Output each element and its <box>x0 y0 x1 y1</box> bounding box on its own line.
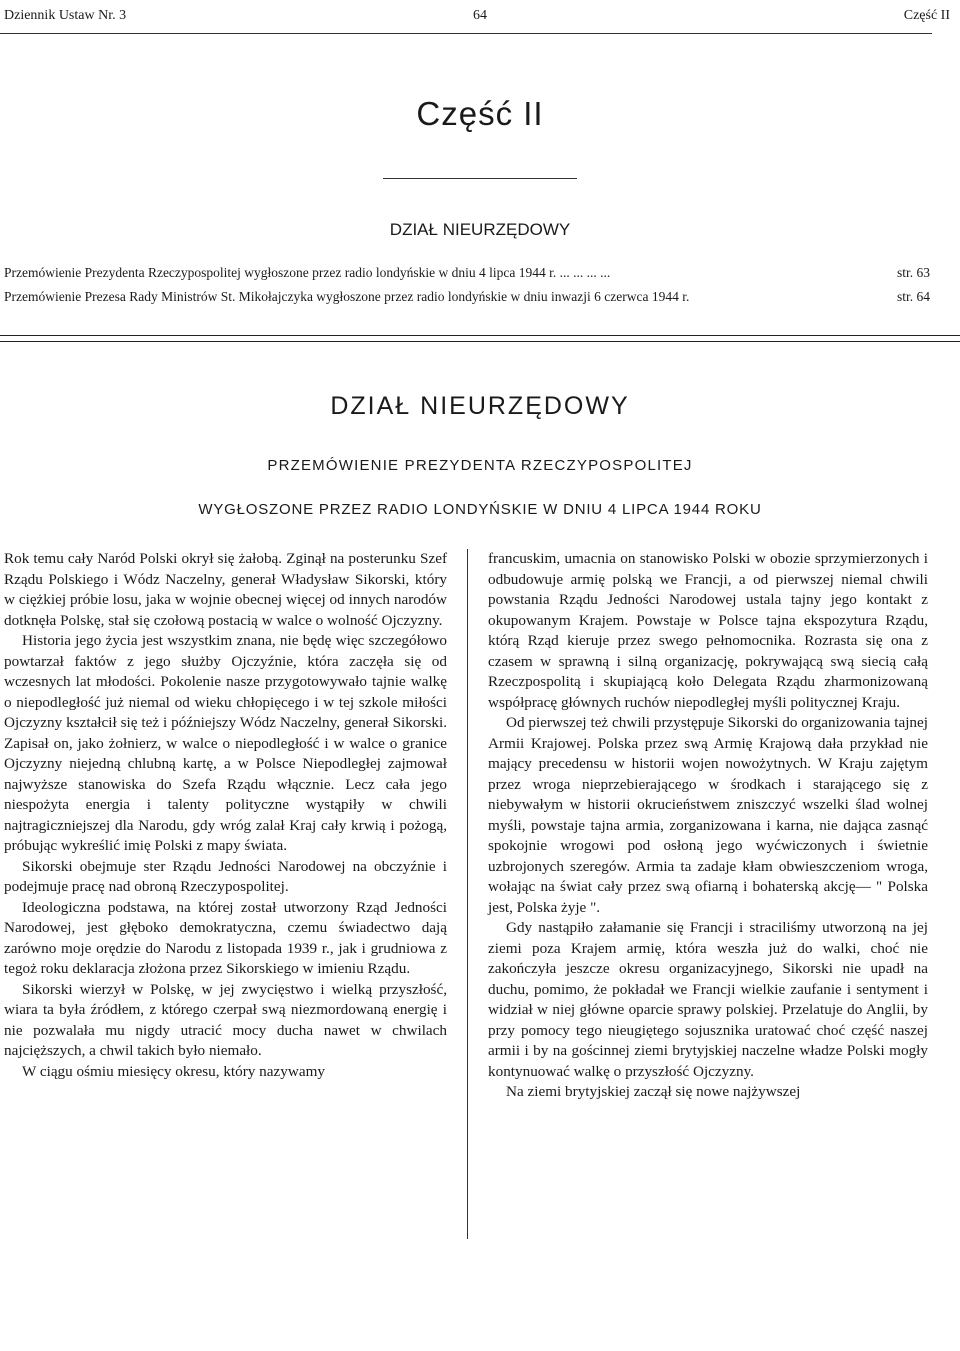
toc-entry-page: str. 64 <box>896 289 930 304</box>
paragraph: Historia jego życia jest wszystkim znana, nie będę więc szczegółowo powtarzał faktów z jego służby Ojczyźnie, która zaczęła się od wczesnych lat młodości. Pokolenie nasze przygotowywało tajnie walkę o niepodległość już niemal od wieku chłopięcego i w tej szkole miłości Ojczyzny kształcił się też i późniejszy Wódz Naczelny, generał Sikorski. Zapisał on, jako żołnierz, w walce o niepodległość i w walce o granice Ojczyzny niejedną chlubną kartę, a w Polsce Niepodległej zajmował najwyższe stanowiska do Szefa Rządu włącznie. Lecz cała jego niespożyta energia i talenty polityczne wystąpiły w chwili najtragiczniejszej dla Narodu, gdy wróg zalał Kraj cały krwią i pożogą, próbując wykreślić imię Polski z mapy świata. <box>4 632 447 854</box>
section-title: DZIAŁ NIEURZĘDOWY <box>330 392 630 420</box>
running-header <box>4 8 956 30</box>
left-column <box>4 549 447 1082</box>
paragraph: Ideologiczna podstawa, na której został utworzony Rząd Jedności Narodowej, jest głęboko demokratyczna, czemu świadectwo dają zarówno moje orędzie do Narodu z listopada 1939 r., jak i grudniowa z tegoż roku deklaracja złożona przez Sikorskiego w imieniu Rządu. <box>4 898 447 977</box>
part-label: Część II <box>903 8 950 23</box>
double-rule-divider <box>0 335 960 342</box>
toc-entry-page: str. 63 <box>896 265 930 280</box>
paragraph: Rok temu cały Naród Polski okrył się żałobą. Zginął na posterunku Szef Rządu Polskiego i Wódz Naczelny, generał Władysław Sikorski, który w ciężkiej próbie losu, jaka w wojnie obecnej więcej od innych narodów dotknęła Polskę, stał się czołową postacią w walce o wolność Ojczyzny. <box>4 550 447 629</box>
right-column <box>488 549 928 1103</box>
paragraph: Sikorski wierzył w Polskę, w jej zwycięstwo i wielką przyszłość, wiara ta była źródłem, z którego czerpał swą niezmordowaną energię i nie pozwalała mu nigdy utracić mocy ducha nawet w chwilach najcięższych, a chwil takich było niemało. <box>4 980 447 1059</box>
journal-name: Dziennik Ustaw Nr. 3 <box>4 8 127 23</box>
paragraph: francuskim, umacnia on stanowisko Polski w obozie sprzymierzonych i odbudowuje armię polską we Francji, a od pierwszej niemal chwili powstania Rządu Jedności Narodowej ustala tajny jego kontakt z okupowanym Krajem. Powstaje w Polsce tajna ekspozytura Rządu, którą Rząd kieruje przez swego pełnomocnika. Rozrasta się ona z czasem w sprawną i silną organizację, pokrywającą swą siecią całą Rzeczpospolitą i skupiającą koło Delegata Rządu zharmonizowaną współpracę głównych ruchów niepodległej myśli politycznej Kraju. <box>488 550 928 711</box>
toc-entry-title: Przemówienie Prezydenta Rzeczypospolitej wygłoszone przez radio londyńskie w dniu 4 lipca 1944 r. ... ... ... ... <box>4 265 611 280</box>
paragraph: W ciągu ośmiu miesięcy okresu, który nazywamy <box>22 1062 325 1080</box>
column-divider <box>467 549 468 1239</box>
part-title: Część II <box>416 95 544 132</box>
title-rule <box>383 178 577 179</box>
header-rule <box>0 33 932 34</box>
paragraph: Na ziemi brytyjskiej zaczął się nowe najżywszej <box>506 1083 801 1100</box>
toc-entry-title: Przemówienie Prezesa Rady Ministrów St. Mikołajczyka wygłoszone przez radio londyńskie w dniu inwazji 6 czerwca 1944 r. <box>4 289 690 304</box>
paragraph: Sikorski obejmuje ster Rządu Jedności Narodowej na obczyźnie i podejmuje pracę nad obroną Rzeczypospolitej. <box>4 857 447 895</box>
paragraph: Gdy nastąpiło załamanie się Francji i straciliśmy utworzoną na jej ziemi poza Krajem armię, która weszła już do walki, choć nie zakończyła jeszcze okresu organizacyjnego, Sikorski nie upadł na duchu, pomimo, że pokładał we Francji wielkie zaufanie i sentyment i widział w niej główne oparcie sprawy polskiej. Przelatuje do Anglii, by przy pomocy tego nieugiętego sojusznika uratować choć część naszej armii i by na gościnnej ziemi brytyjskiej naczelne władze Polski mogły kontynuować walkę o przyszłość Ojczyzny. <box>488 919 928 1080</box>
speech-date-line: WYGŁOSZONE PRZEZ RADIO LONDYŃSKIE W DNIU 4 LIPCA 1944 ROKU <box>198 501 762 518</box>
toc-entry <box>4 265 930 285</box>
page-number: 64 <box>473 8 487 23</box>
paragraph: Od pierwszej też chwili przystępuje Sikorski do organizowania tajnej Armii Krajowej. Polska przez swą Armię Krajową dała przykład nie mający precedensu w historii wojen nowożytnych. W Kraju zajętym przez wroga nieprzebierającego w środkach i starającego się z niebywałym w historii okrucieństwem zniszczyć wszelki ślad wolnej myśli, powstaje tajna armia, zorganizowana i karna, nie dająca zasnąć spokojnie wrogowi pod osłoną jego wyćwiczonych i świetnie uzbrojonych szeregów. Armia ta zadaje kłam obwieszczeniom wroga, wołając na świat cały przez swą ofiarną i bohaterską akcję— " Polska jest, Polska żyje ". <box>488 714 928 916</box>
speech-subtitle: PRZEMÓWIENIE PREZYDENTA RZECZYPOSPOLITEJ <box>267 457 693 474</box>
toc-heading: DZIAŁ NIEURZĘDOWY <box>389 220 571 239</box>
toc-entry <box>4 289 930 309</box>
